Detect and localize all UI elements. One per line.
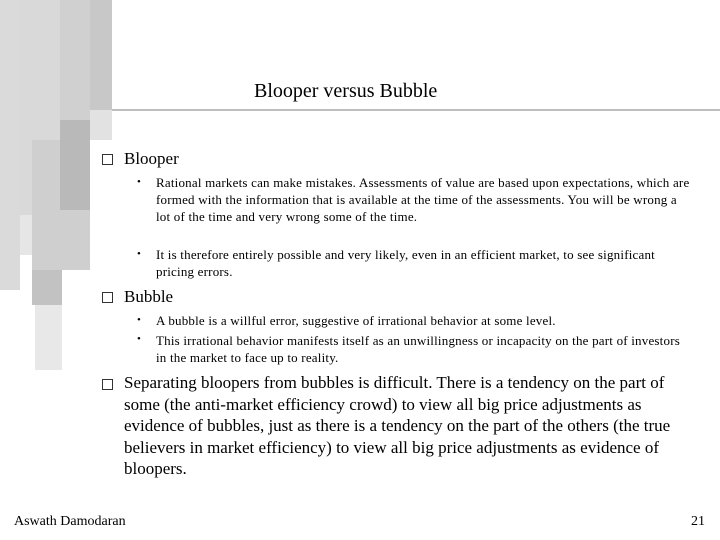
decorative-block	[60, 120, 90, 210]
title-divider	[112, 109, 720, 111]
section-heading-blooper: Blooper	[124, 149, 179, 168]
bullet-dot-icon: •	[137, 333, 141, 345]
bullet-dot-icon: •	[137, 176, 141, 188]
decorative-block	[35, 305, 62, 370]
square-bullet-icon	[102, 292, 113, 303]
footer-author: Aswath Damodaran	[14, 514, 126, 529]
square-bullet-icon	[102, 154, 113, 165]
decorative-block	[90, 110, 112, 140]
decorative-block	[32, 270, 62, 305]
decorative-block	[90, 0, 112, 110]
section-heading-bubble: Bubble	[124, 287, 174, 306]
bullet-text: This irrational behavior manifests itself as an unwillingness or incapacity on the part of investors in the market to face up to reality.	[156, 333, 680, 365]
slide-title: Blooper versus Bubble	[254, 80, 438, 102]
bullet-text: It is therefore entirely possible and very likely, even in an efficient market, to see significant pricing errors.	[156, 247, 655, 279]
bullet-dot-icon: •	[137, 314, 141, 326]
bullet-text: A bubble is a willful error, suggestive of irrational behavior at some level.	[156, 313, 556, 328]
decorative-block	[0, 0, 20, 290]
bullet-dot-icon: •	[137, 248, 141, 260]
square-bullet-icon	[102, 379, 113, 390]
conclusion-paragraph: Separating bloopers from bubbles is difficult. There is a tendency on the part of some (the anti-market efficiency crowd) to view all big price adjustments as evidence of bubbles, just as there is a tendency on the part of the others (the true believers in market efficiency) to view all big price adjustments as evidence of bloopers.	[124, 373, 671, 478]
bullet-text: Rational markets can make mistakes. Assessments of value are based upon expectations, which are formed with the information that is available at the time of the assessments. You will be wrong a lot of the time and very wrong some of the time.	[156, 175, 690, 224]
page-number: 21	[691, 514, 705, 529]
